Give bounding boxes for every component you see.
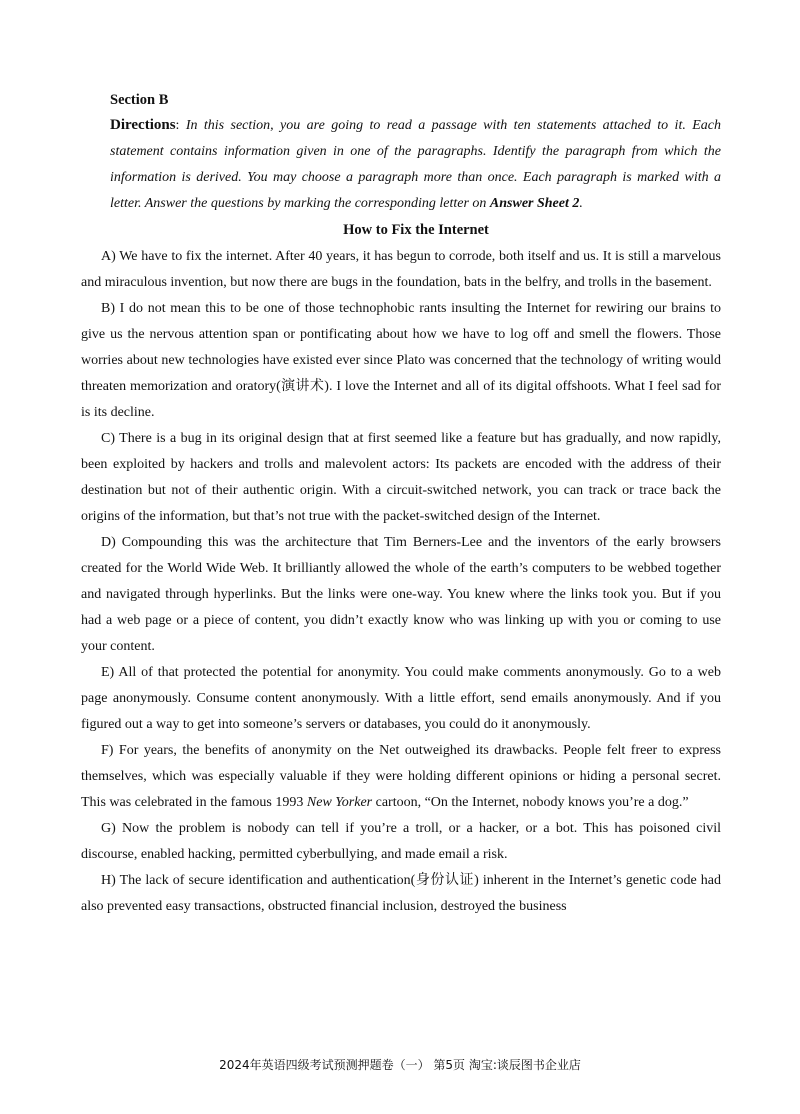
paragraph-c: C) There is a bug in its original design that at first seemed like a feature but has gradually, and now rapidly, been exploited by hackers and trolls and malevolent actors: Its packets are encoded with the address of their destination but not of their authentic origin. With a circuit-switched network, you can track or trace back the origins of the information, but that’s not true with the packet-switched design of the Internet. [81, 431, 721, 524]
section-title: Section B [110, 92, 169, 108]
directions-block [110, 112, 721, 217]
page-content [81, 88, 721, 920]
paragraph-e: E) All of that protected the potential for anonymity. You could make comments anonymously. Go to a web page anonymously. Consume content anonymously. With a little effort, send emails anonymously. And if you figured out a way to get into someone’s servers or databases, you could do it anonymously. [81, 665, 721, 732]
passage-title: How to Fix the Internet [343, 222, 489, 238]
directions-label: Directions [110, 117, 176, 133]
paragraph-f-text-start: F) For years, the benefits of anonymity on the Net outweighed its drawbacks. People felt freer to express themselves, which was especially valuable if they were holding different opinions or hiding a personal secret. This was celebrated in the famous 1993 [81, 743, 721, 810]
directions-text: In this section, you are going to read a passage with ten statements attached to it. Each statement contains information given in one of the paragraphs. Identify the paragraph from which the information is derived. You may choose a paragraph more than once. Each paragraph is marked with a letter. Answer the questions by marking the corresponding letter on [110, 118, 721, 211]
paragraph-f [81, 738, 721, 816]
paragraph-h: H) The lack of secure identification and authentication(身份认证) inherent in the Internet’s genetic code had also prevented easy transactions, obstructed financial inclusion, destroyed the business [81, 873, 721, 914]
directions-colon: : [175, 118, 180, 133]
paragraph-f-text-end: cartoon, “On the Internet, nobody knows you’re a dog.” [372, 795, 689, 810]
directions-end: . [579, 196, 583, 211]
paragraph-f-magazine: New Yorker [306, 795, 373, 810]
paragraph-d: D) Compounding this was the architecture that Tim Berners-Lee and the inventors of the early browsers created for the World Wide Web. It brilliantly allowed the whole of the earth’s computers to be webbed together and navigated through hyperlinks. But the links were one-way. You knew where the links took you. But if you had a web page or a piece of content, you didn’t exactly know who was linking up with you or coming to use your content. [81, 535, 721, 654]
paragraph-b: B) I do not mean this to be one of those technophobic rants insulting the Internet for rewiring our brains to give us the nervous attention span or pontificating about how we have to log off and smell the flowers. Those worries about new technologies have existed ever since Plato was concerned that the technology of writing would threaten memorization and oratory(演讲术). I love the Internet and all of its digital offshoots. What I feel sad for is its decline. [81, 301, 721, 420]
paragraph-a: A) We have to fix the internet. After 40 years, it has begun to corrode, both itself and us. It is still a marvelous and miraculous invention, but now there are bugs in the foundation, bats in the belfry, and trolls in the basement. [81, 249, 721, 290]
paragraph-g: G) Now the problem is nobody can tell if you’re a troll, or a hacker, or a bot. This has poisoned civil discourse, enabled hacking, permitted cyberbullying, and made email a risk. [81, 821, 721, 862]
answer-sheet-label: Answer Sheet 2 [489, 196, 580, 211]
page-footer: 2024年英语四级考试预测押题卷（一） 第5页 淘宝:谈辰图书企业店 [219, 1058, 581, 1072]
